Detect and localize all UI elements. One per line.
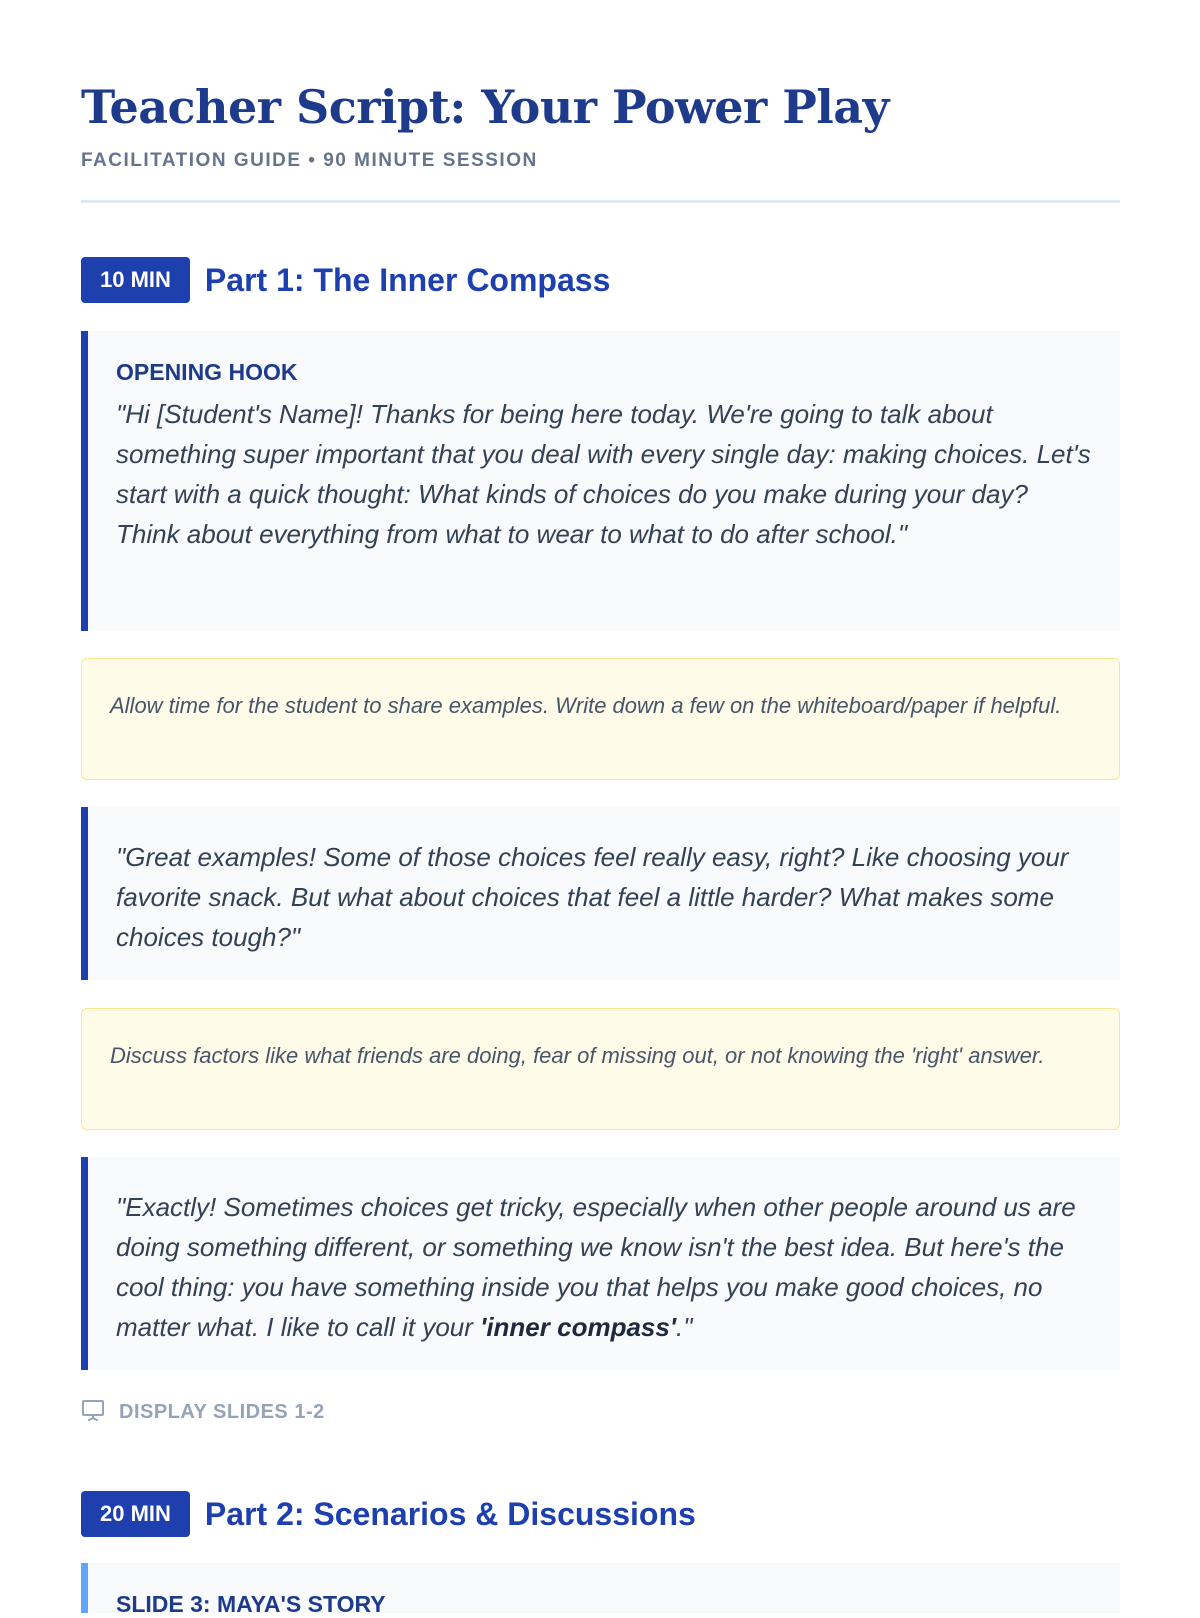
display-slides-cue [81, 1398, 325, 1427]
duration-badge: 10 MIN [81, 257, 190, 303]
script-text-start: "Exactly! Sometimes choices get tricky, especially when other people around us are doing something different, or something we know isn't the best idea. But here's the cool thing: you have something inside you that helps you make good choices, no matter what. I like to call it your [116, 1192, 1076, 1342]
duration-badge: 20 MIN [81, 1491, 190, 1537]
teacher-note: Discuss factors like what friends are doing, fear of missing out, or not knowing the 'right' answer. [81, 1008, 1120, 1130]
script-text [116, 1187, 1094, 1347]
teacher-note: Allow time for the student to share examples. Write down a few on the whiteboard/paper if helpful. [81, 658, 1120, 780]
presentation-screen-icon [81, 1398, 105, 1427]
part-2-heading [81, 1491, 696, 1537]
script-label: OPENING HOOK [116, 359, 298, 385]
page-subtitle: FACILITATION GUIDE • 90 MINUTE SESSION [81, 150, 538, 171]
script-block [81, 807, 1120, 980]
script-text-end: ." [676, 1312, 693, 1342]
page-title: Teacher Script: Your Power Play [81, 80, 889, 134]
part-title: Part 1: The Inner Compass [204, 261, 611, 298]
script-block [81, 1157, 1120, 1370]
script-text: "Hi [Student's Name]! Thanks for being here today. We're going to talk about something super important that you deal with every single day: making choices. Let's start with a quick thought: What kinds of choices do you make during your day? Think about everything from what to wear to what to do after school." [116, 399, 1091, 549]
header-divider [81, 200, 1120, 203]
part-1-heading [81, 257, 610, 303]
opening-hook-script [81, 331, 1120, 631]
inner-compass-term: 'inner compass' [480, 1312, 677, 1342]
slide-3-script [81, 1563, 1120, 1617]
script-text: "Great examples! Some of those choices feel really easy, right? Like choosing your favorite snack. But what about choices that feel a little harder? What makes some choices tough?" [116, 842, 1069, 952]
display-slides-label: DISPLAY SLIDES 1-2 [119, 1401, 325, 1423]
script-label: SLIDE 3: MAYA'S STORY [116, 1591, 386, 1617]
part-title: Part 2: Scenarios & Discussions [204, 1495, 696, 1532]
